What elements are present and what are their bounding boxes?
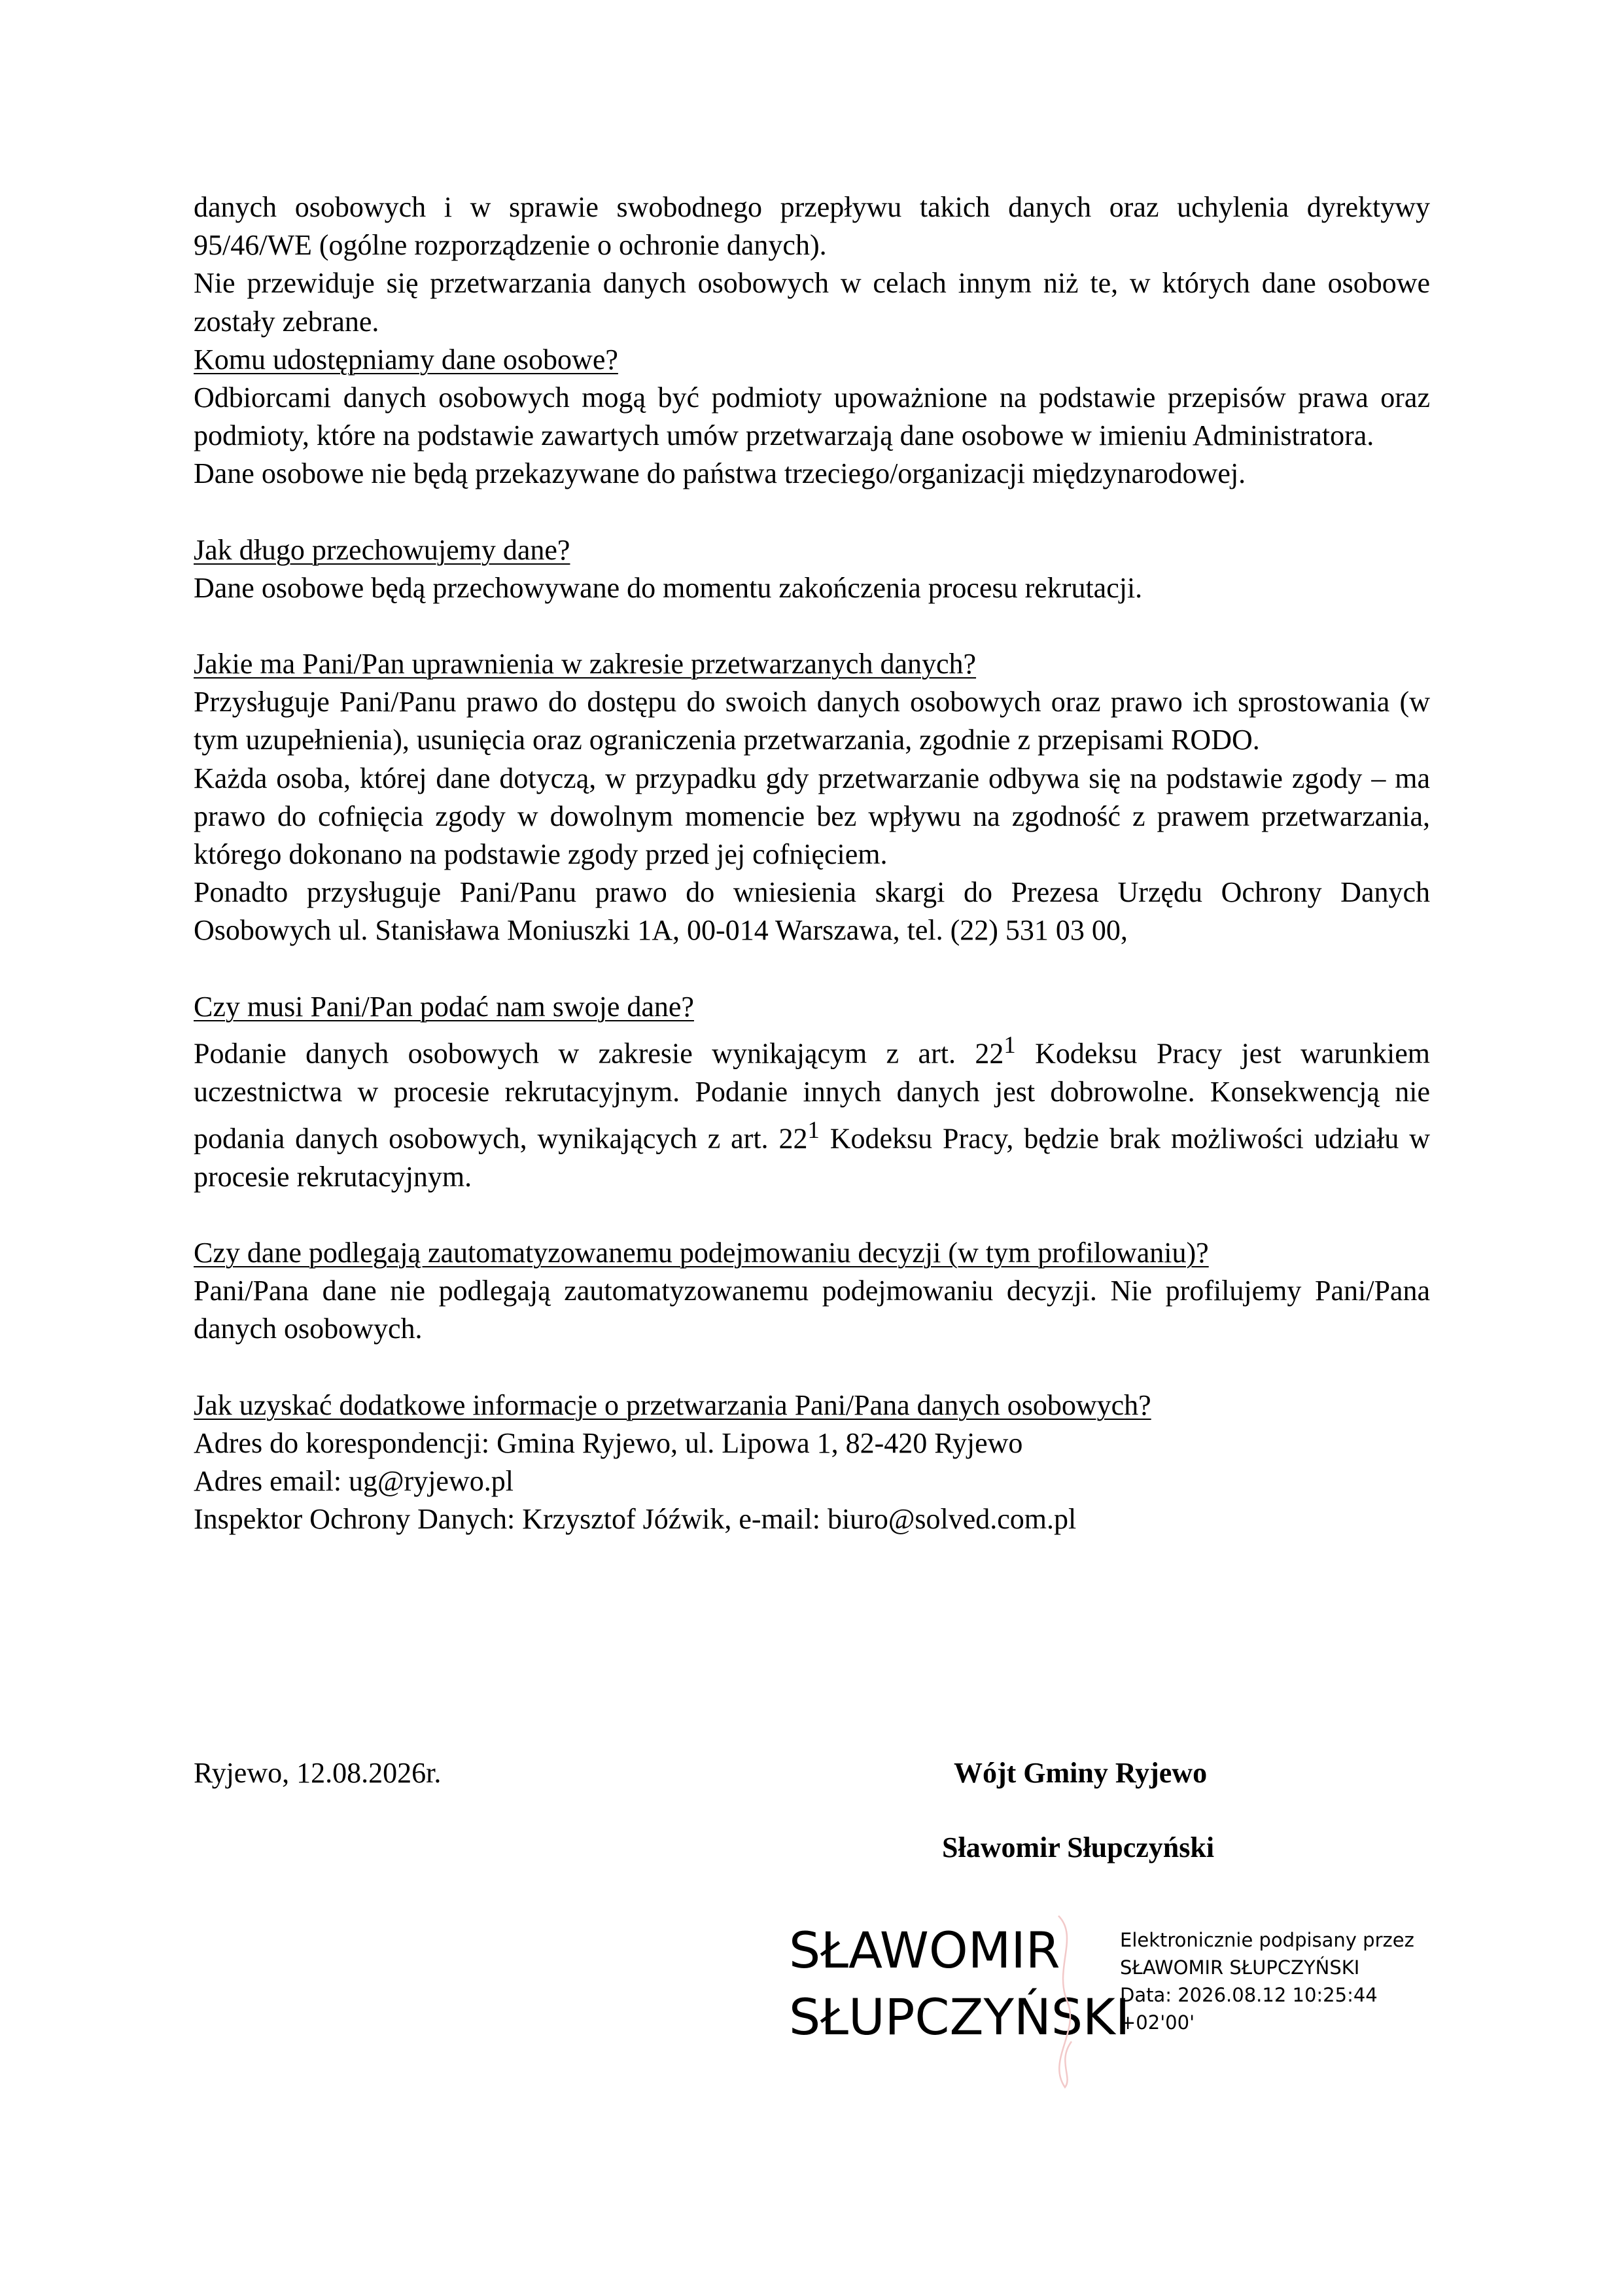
heading-recipients: Komu udostępniamy dane osobowe? — [194, 343, 618, 376]
heading-retention: Jak długo przechowujemy dane? — [194, 533, 570, 566]
paragraph-obligation: Podanie danych osobowych w zakresie wynikającym z art. $22^1$ Kodeksu Pracy jest warunkiem uczestnictwa w procesie rekrutacyjnym. Podanie innych danych jest dobrowolne. Konsekwencją nie podania danych osobowych, wynikających z art. $22^1$ Kodeksu Pracy, będzie brak możliwości udziału w procesie rekrutacyjnym. — [194, 1031, 1431, 1193]
heading-automated-decisions: Czy dane podlegają zautomatyzowanemu podejmowaniu decyzji (w tym profilowaniu)? — [194, 1236, 1209, 1269]
paragraph-recipients: Odbiorcami danych osobowych mogą być podmioty upoważnione na podstawie przepisów prawa oraz podmioty, które na podstawie zawartych umów przetwarzają dane osobowe w imieniu Administratora. — [194, 381, 1430, 452]
paragraph-gdpr-reference: danych osobowych i w sprawie swobodnego przepływu takich danych oraz uchylenia dyrektywy 95/46/WE (ogólne rozporządzenie o ochronie danych). — [194, 191, 1430, 262]
paragraph-third-country: Dane osobowe nie będą przekazywane do państwa trzeciego/organizacji międzynarodowej. — [194, 457, 1246, 490]
electronic-signature-name: SŁAWOMIR SŁUPCZYŃSKI — [789, 1921, 1130, 2046]
signatory-title: Wójt Gminy Ryjewo — [954, 1757, 1208, 1789]
contact-data-protection-officer: Inspektor Ochrony Danych: Krzysztof Jóźwik, e-mail: biuro@solved.com.pl — [194, 1503, 1077, 1536]
superscript-article-index: 1 — [1003, 1031, 1016, 1058]
signatory-name: Sławomir Słupczyński — [942, 1831, 1215, 1863]
heading-rights: Jakie ma Pani/Pan uprawnienia w zakresie przetwarzanych danych? — [194, 648, 977, 680]
paragraph-rights-complaint: Ponadto przysługuje Pani/Panu prawo do wniesienia skargi do Prezesa Urzędu Ochrony Danych Osobowych ul. Stanisława Moniuszki 1A, 00-014 Warszawa, tel. (22) 531 03 00, — [194, 876, 1430, 947]
paragraph-rights-access: Przysługuje Pani/Panu prawo do dostępu do swoich danych osobowych oraz prawo ich sprostowania (w tym uzupełnienia), usunięcia oraz ograniczenia przetwarzania, zgodnie z przepisami RODO. — [194, 686, 1430, 756]
paragraph-automated-decisions: Pani/Pana dane nie podlegają zautomatyzowanemu podejmowaniu decyzji. Nie profilujemy Pani/Pana danych osobowych. — [194, 1275, 1430, 1345]
contact-email: Adres email: ug@ryjewo.pl — [194, 1465, 514, 1497]
paragraph-rights-consent: Każda osoba, której dane dotyczą, w przypadku gdy przetwarzanie odbywa się na podstawie zgody – ma prawo do cofnięcia zgody w dowolnym momencie bez wpływu na zgodność z prawem przetwarzania, którego dokonano na podstawie zgody przed jej cofnięciem. — [194, 762, 1430, 871]
contact-address: Adres do korespondencji: Gmina Ryjewo, ul. Lipowa 1, 82-420 Ryjewo — [194, 1426, 1023, 1459]
superscript-article-index: 1 — [807, 1116, 820, 1143]
paragraph-purpose-limitation: Nie przewiduje się przetwarzania danych osobowych w celach innym niż te, w których dane osobowe zostały zebrane. — [194, 267, 1430, 338]
heading-obligation: Czy musi Pani/Pan podać nam swoje dane? — [194, 990, 694, 1023]
signature-mark-icon — [1034, 1911, 1106, 2094]
document-body — [194, 188, 1430, 1538]
heading-contact: Jak uzyskać dodatkowe informacje o przetwarzania Pani/Pana danych osobowych? — [194, 1388, 1151, 1421]
paragraph-retention: Dane osobowe będą przechowywane do momentu zakończenia procesu rekrutacji. — [194, 571, 1143, 604]
place-and-date: Ryjewo, 12.08.2026r. — [194, 1757, 442, 1789]
electronic-signature-details: Elektronicznie podpisany przez SŁAWOMIR SŁUPCZYŃSKI Data: 2026.08.12 10:25:44 +02'00' — [1120, 1929, 1414, 2034]
